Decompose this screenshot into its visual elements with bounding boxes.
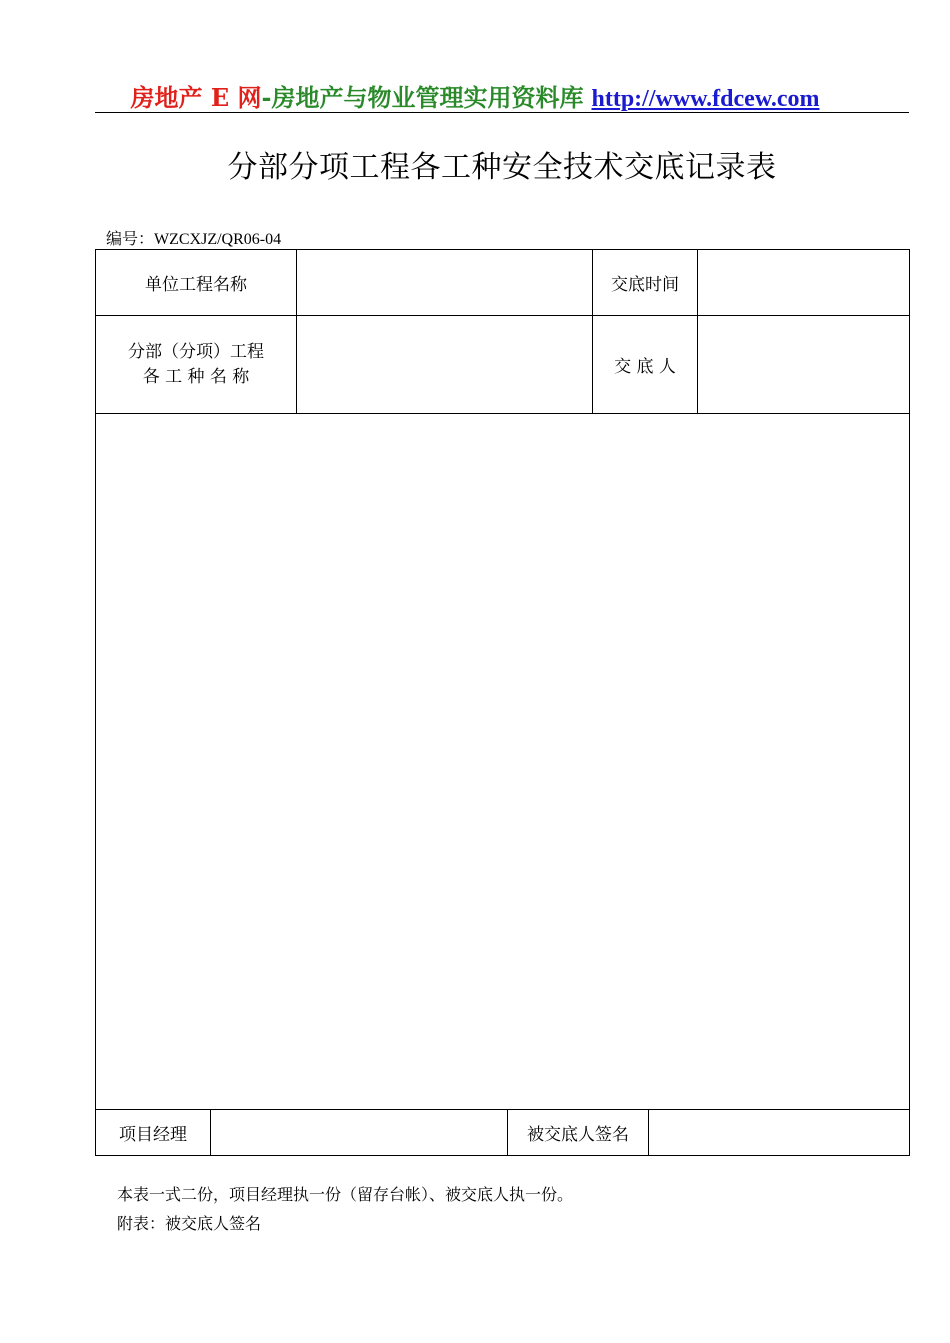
briefer-label: 交 底 人 — [593, 316, 698, 414]
recipient-signature-label: 被交底人签名 — [508, 1110, 649, 1156]
table-row — [96, 250, 910, 316]
record-table — [95, 249, 910, 1110]
attachment-note: 附表：被交底人签名 — [117, 1214, 262, 1233]
briefing-content-area[interactable] — [96, 414, 910, 1110]
briefing-time-field[interactable] — [698, 250, 910, 316]
table-row — [96, 414, 910, 1110]
subproject-label — [96, 316, 297, 414]
site-name: 房地产 E 网 — [130, 83, 262, 112]
project-manager-label: 项目经理 — [96, 1110, 211, 1156]
document-number: 编号：WZCXJZ/QR06-04 — [106, 231, 282, 248]
unit-project-field[interactable] — [297, 250, 593, 316]
recipient-signature-field[interactable] — [649, 1110, 910, 1156]
briefer-field[interactable] — [698, 316, 910, 414]
copies-note: 本表一式二份，项目经理执一份（留存台帐）、被交底人执一份。 — [117, 1185, 574, 1204]
briefing-time-label: 交底时间 — [593, 250, 698, 316]
table-row — [96, 316, 910, 414]
subproject-label-line2: 各 工 种 名 称 — [142, 366, 250, 387]
subproject-field[interactable] — [297, 316, 593, 414]
header-divider — [95, 112, 909, 113]
header-dash: - — [261, 83, 272, 112]
subproject-label-line1: 分部（分项）工程 — [128, 341, 264, 362]
site-url-link[interactable]: http://www.fdcew.com — [591, 86, 820, 112]
site-tagline: 房地产与物业管理实用资料库 — [271, 83, 584, 112]
unit-project-label: 单位工程名称 — [96, 250, 297, 316]
project-manager-field[interactable] — [211, 1110, 508, 1156]
site-header — [0, 78, 950, 113]
signature-table — [95, 1109, 910, 1156]
table-row — [96, 1110, 910, 1156]
document-title: 分部分项工程各工种安全技术交底记录表 — [227, 150, 777, 185]
